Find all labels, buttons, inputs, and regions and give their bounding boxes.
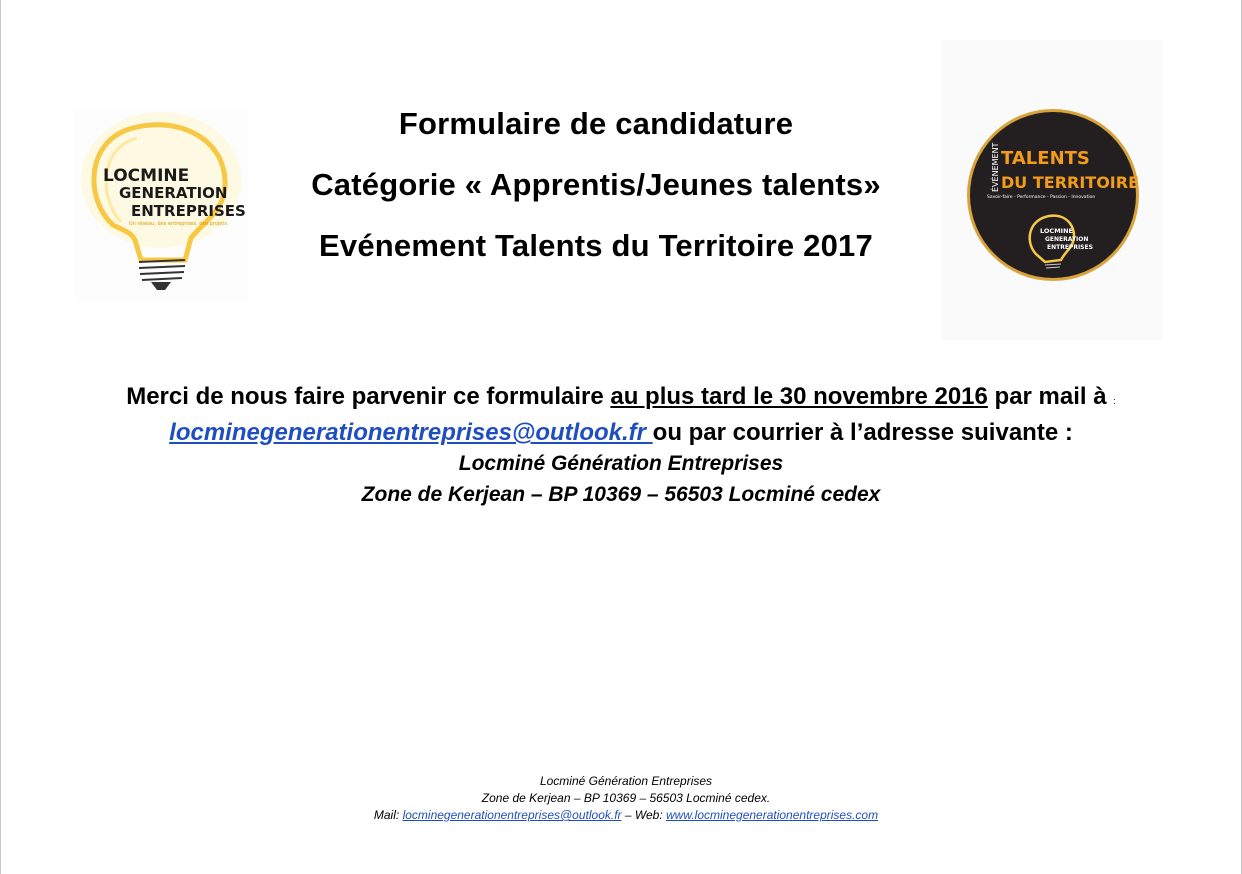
- title-line-1: Formulaire de candidature: [398, 106, 794, 141]
- logo-right-vertical: ÉVÉNEMENT: [991, 142, 1000, 192]
- address-name: Locminé Génération Entreprises: [458, 452, 784, 475]
- logo-right-line1: TALENTS: [1001, 148, 1090, 169]
- footer-mail-link[interactable]: locminegenerationentreprises@outlook.fr: [402, 808, 622, 822]
- footer-mail-label: Mail:: [373, 808, 403, 822]
- footer-name: Locminé Génération Entreprises: [539, 774, 713, 788]
- intro-block: [41, 381, 1201, 510]
- footer-web-label: – Web:: [621, 808, 666, 822]
- intro-line-1: [41, 381, 1201, 417]
- footer-contacts: [251, 807, 1001, 824]
- logo-left-line3: ENTREPRISES: [131, 202, 246, 220]
- footer-address: Zone de Kerjean – BP 10369 – 56503 Locminé cedex.: [481, 791, 771, 805]
- intro-text-part2: par mail à: [987, 383, 1114, 410]
- lightbulb-icon: [73, 110, 248, 302]
- talents-du-territoire-badge: [941, 40, 1163, 340]
- logo-right-sub1: LOCMINE: [1040, 227, 1073, 235]
- intro-text-part3: ou par courrier à l’adresse suivante :: [652, 419, 1073, 446]
- logo-right-sub2: GENERATION: [1045, 236, 1089, 243]
- talents-logo-right: [941, 40, 1163, 340]
- title-block: [251, 104, 941, 287]
- address-street: Zone de Kerjean – BP 10369 – 56503 Locminé cedex: [361, 483, 881, 506]
- locmine-logo-left: [73, 110, 248, 302]
- logo-right-line2: DU TERRITOIRE: [1001, 173, 1139, 192]
- intro-line-2: [41, 417, 1201, 448]
- logo-left-tagline: Un réseau, des entreprises, des projets: [129, 221, 227, 227]
- intro-text-part1: Merci de nous faire parvenir ce formulaire: [126, 383, 611, 410]
- logo-left-line1: LOCMINE: [103, 166, 190, 186]
- deadline-text: au plus tard le 30 novembre 2016: [610, 383, 988, 410]
- logo-right-sub3: ENTREPRISES: [1047, 244, 1093, 251]
- title-line-2: Catégorie « Apprentis/Jeunes talents»: [311, 167, 881, 202]
- footer: [251, 773, 1001, 824]
- footer-web-link[interactable]: www.locminegenerationentreprises.com: [666, 808, 879, 822]
- logo-left-line2: GENERATION: [119, 184, 228, 202]
- intro-colon: :: [1113, 396, 1116, 406]
- title-line-3: Evénement Talents du Territoire 2017: [319, 228, 873, 263]
- email-link[interactable]: locminegenerationentreprises@outlook.fr: [169, 419, 653, 446]
- logo-right-tagline: Savoir-faire - Performance - Passion - Innovation: [987, 195, 1096, 200]
